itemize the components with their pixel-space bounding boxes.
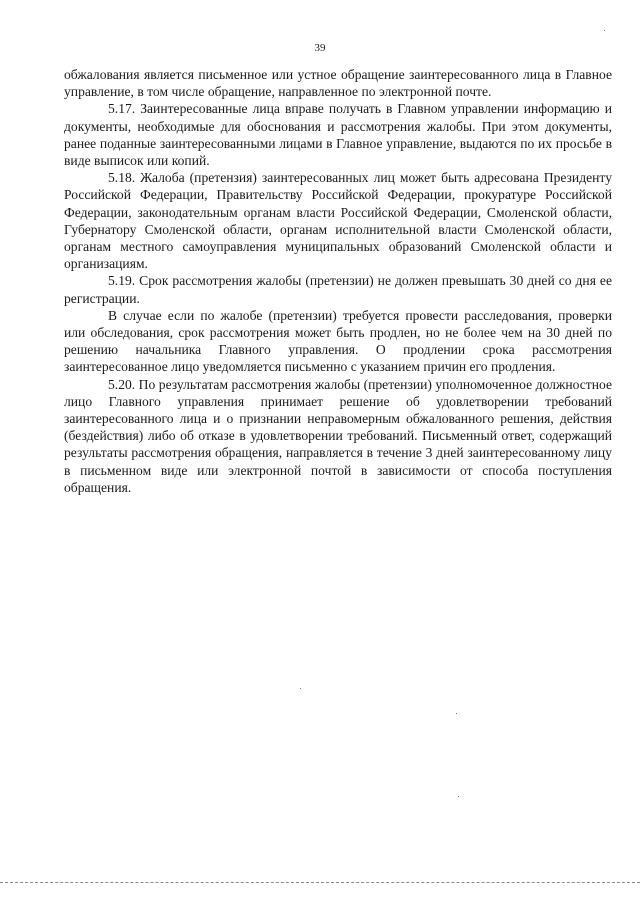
- paragraph-5-17: 5.17. Заинтересованные лица вправе получать в Главном управлении информацию и документы, необходимые для обоснования и рассмотрения жалобы. При этом документы, ранее поданные заинтересованными лицами в Главное управление, выдаются по их просьбе в виде выписок или копий.: [64, 101, 612, 169]
- paragraph-5-20: 5.20. По результатам рассмотрения жалобы (претензии) уполномоченное должностное лицо Главного управления принимает решение об удовлетворении требований заинтересованного лица и о признании неправомерным обжалованного решения, действия (бездействия) либо об отказе в удовлетворении требований. Письменный ответ, содержащий результаты рассмотрения обращения, направляется в течение 3 дней заинтересованному лицу в письменном виде или электронной почтой в зависимости от способа поступления обращения.: [64, 376, 612, 495]
- paragraph-5-19: 5.19. Срок рассмотрения жалобы (претензии) не должен превышать 30 дней со дня ее регистрации.: [64, 273, 612, 306]
- scan-speck: [300, 688, 301, 689]
- scan-edge-line: [0, 882, 640, 883]
- page-number: 39: [314, 42, 326, 54]
- paragraph-extension: В случае если по жалобе (претензии) требуется провести расследования, проверки или обследования, срок рассмотрения может быть продлен, но не более чем на 30 дней по решению начальника Главного управления. О продлении срока рассмотрения заинтересованное лицо уведомляется письменно с указанием причин его продления.: [64, 307, 612, 375]
- scan-speck: [458, 796, 459, 797]
- paragraph-5-18: 5.18. Жалоба (претензия) заинтересованных лиц может быть адресована Президенту Российской Федерации, Правительству Российской Федерации, прокуратуре Российской Федерации, законодательным органам власти Российской Федерации, Смоленской области, Губернатору Смоленской области, органам исполнительной власти Смоленской области, органам местного самоуправления муниципальных образований Смоленской области и организациям.: [64, 170, 612, 272]
- scan-speck: [604, 30, 605, 31]
- paragraph-continuation: обжалования является письменное или устное обращение заинтересованного лица в Главное управление, в том числе обращение, направленное по электронной почте.: [64, 67, 612, 100]
- document-body: [64, 66, 612, 496]
- scan-speck: [456, 713, 457, 714]
